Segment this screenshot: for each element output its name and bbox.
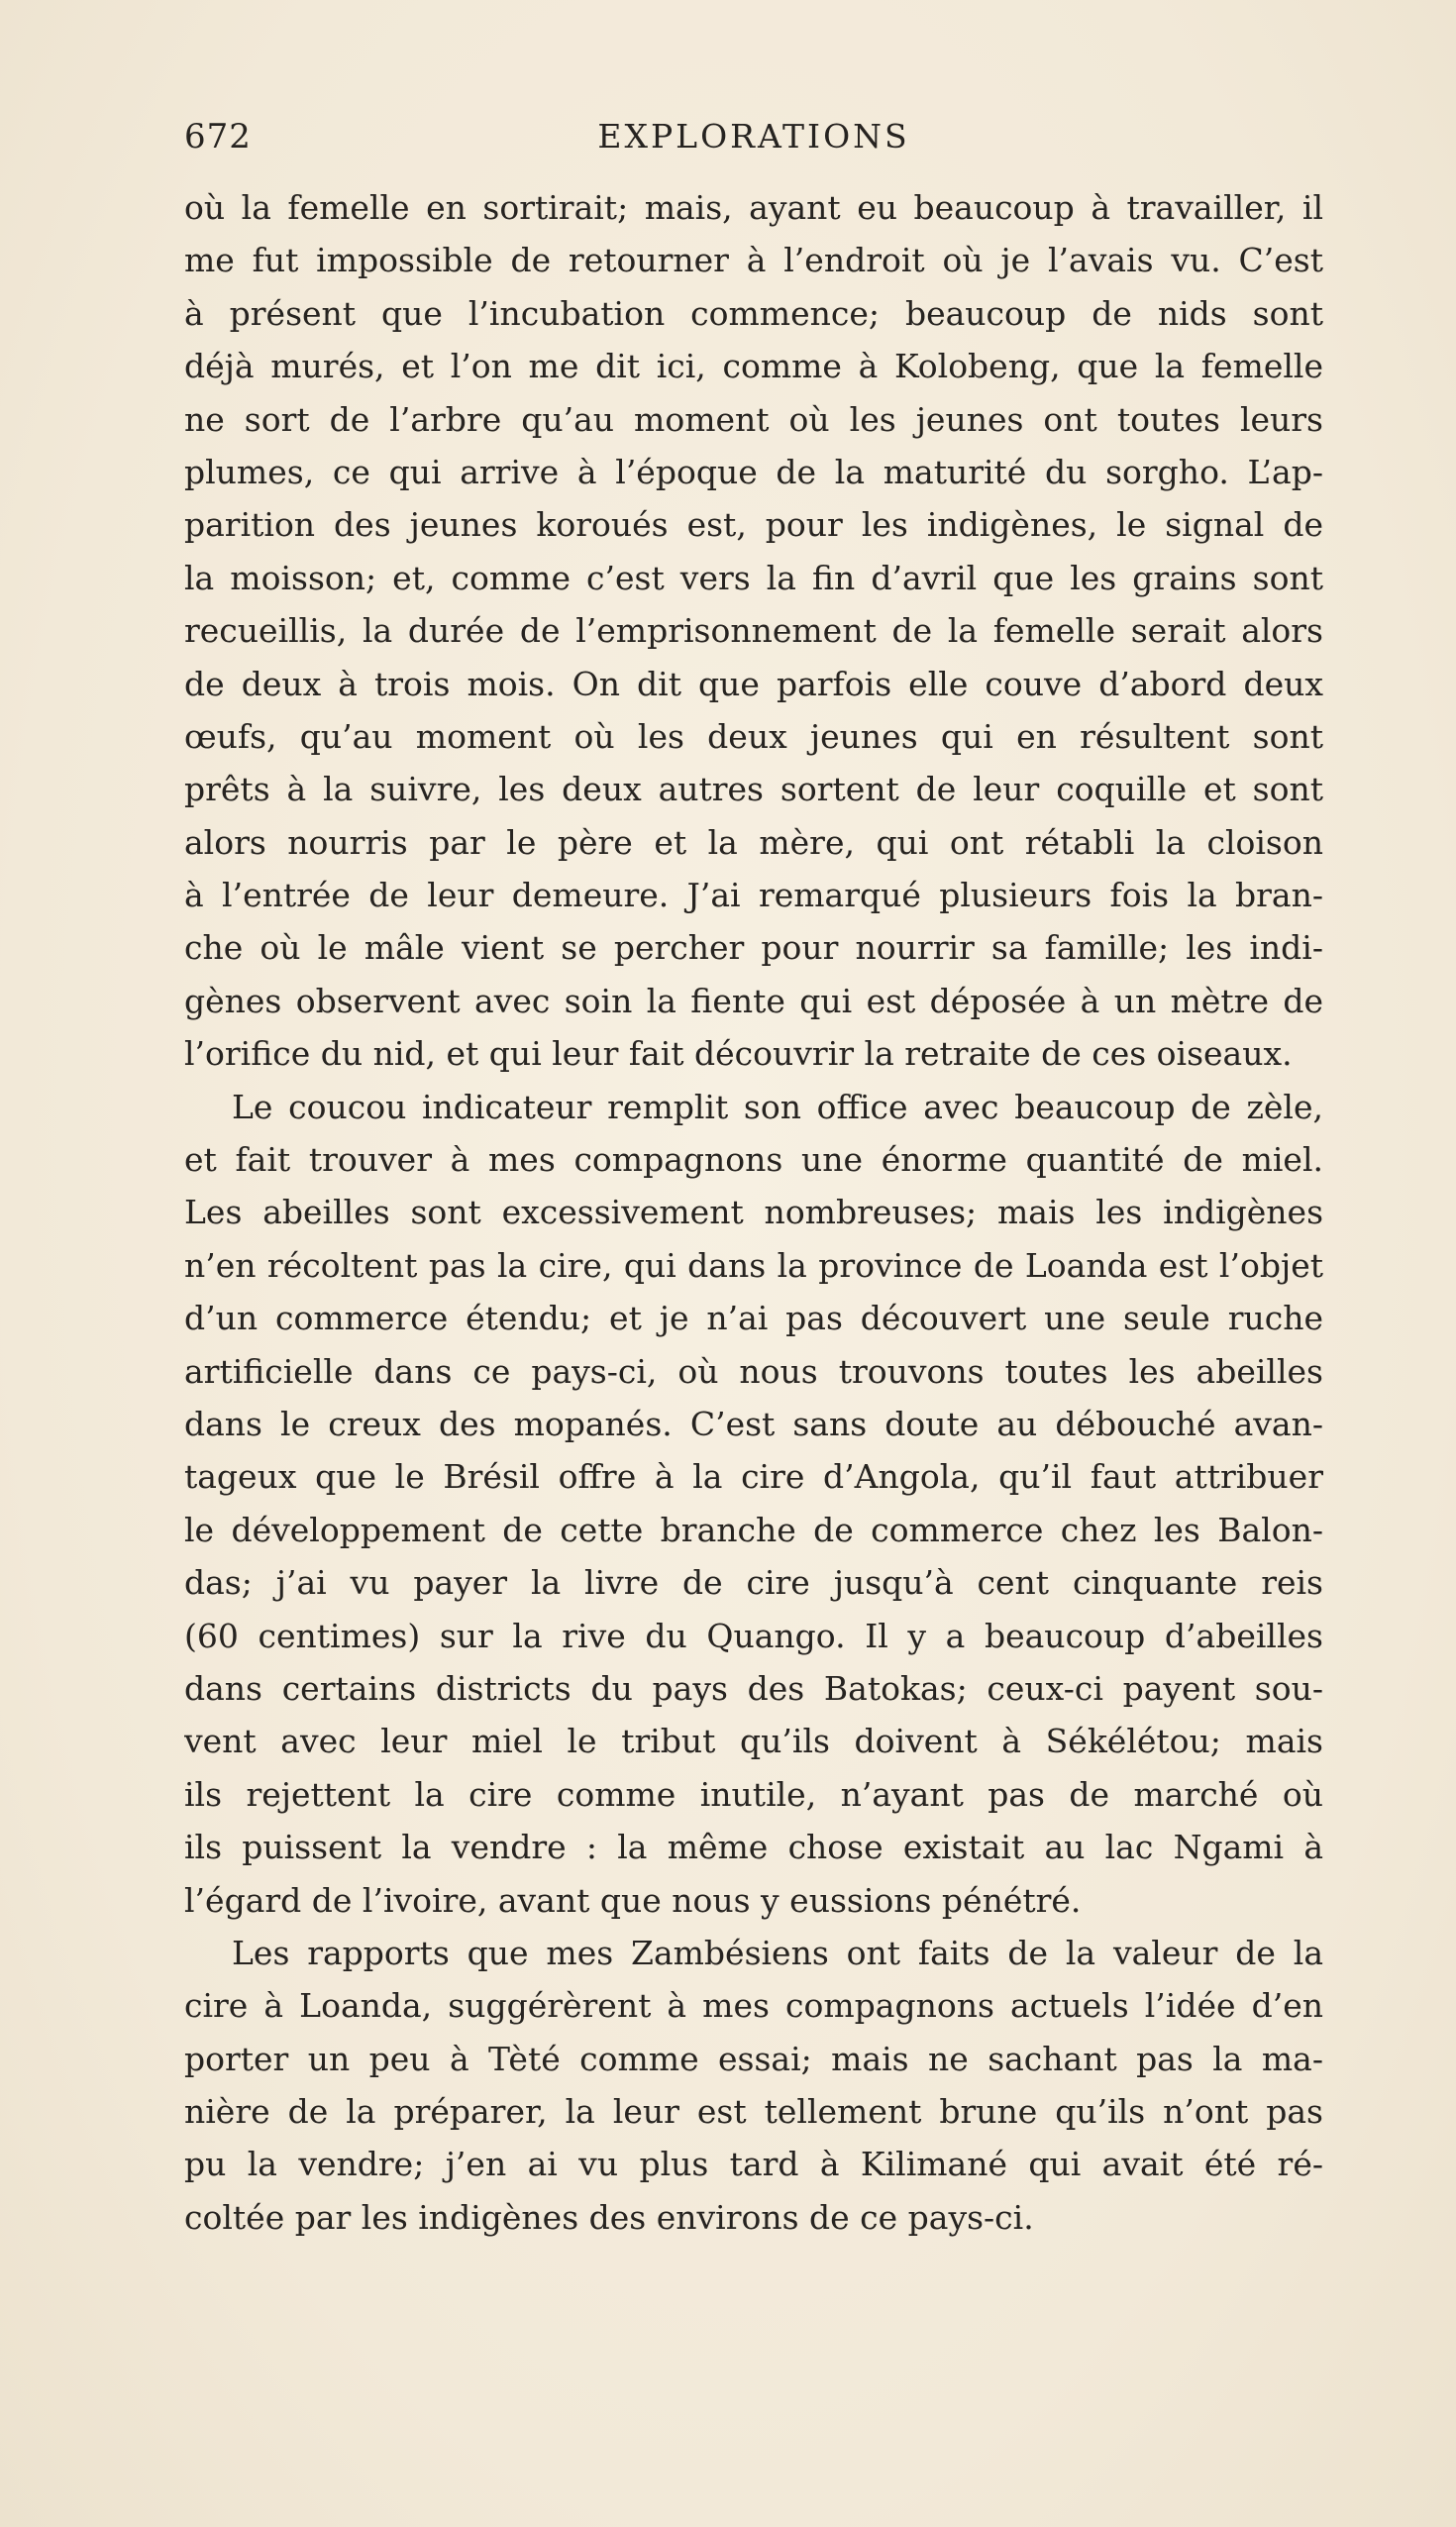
- text-line: vent avec leur miel le tribut qu’ils doivent à Sékélétou; mais: [184, 1722, 1323, 1761]
- text-line: prêts à la suivre, les deux autres sortent de leur coquille et sont: [184, 770, 1323, 809]
- text-line: dans certains districts du pays des Batokas; ceux-ci payent sou-: [184, 1668, 1323, 1708]
- text-line: tageux que le Brésil offre à la cire d’Angola, qu’il faut attribuer: [184, 1457, 1323, 1497]
- text-line: et fait trouver à mes compagnons une énorme quantité de miel.: [184, 1140, 1323, 1180]
- body-text: [184, 181, 1323, 2244]
- text-line: le développement de cette branche de commerce chez les Balon-: [184, 1510, 1323, 1549]
- text-line: me fut impossible de retourner à l’endroit où je l’avais vu. C’est: [184, 241, 1323, 280]
- paragraph: [184, 181, 1323, 1081]
- text-line: d’un commerce étendu; et je n’ai pas découvert une seule ruche: [184, 1299, 1323, 1338]
- text-line: cire à Loanda, suggérèrent à mes compagnons actuels l’idée d’en: [184, 1986, 1323, 2026]
- running-head: [184, 117, 1323, 166]
- text-line: artificielle dans ce pays-ci, où nous trouvons toutes les abeilles: [184, 1351, 1323, 1391]
- text-line: ils rejettent la cire comme inutile, n’ayant pas de marché où: [184, 1774, 1323, 1814]
- text-line: n’en récoltent pas la cire, qui dans la province de Loanda est l’objet: [184, 1245, 1323, 1285]
- text-line: che où le mâle vient se percher pour nourrir sa famille; les indi-: [184, 928, 1323, 968]
- text-line: (60 centimes) sur la rive du Quango. Il y a beaucoup d’abeilles: [184, 1616, 1323, 1655]
- text-line: nière de la préparer, la leur est tellement brune qu’ils n’ont pas: [184, 2092, 1323, 2132]
- text-line: Le coucou indicateur remplit son office avec beaucoup de zèle,: [232, 1087, 1323, 1126]
- text-line: das; j’ai vu payer la livre de cire jusqu’à cent cinquante reis: [184, 1563, 1323, 1603]
- text-line: œufs, qu’au moment où les deux jeunes qui en résultent sont: [184, 716, 1323, 756]
- text-line: l’orifice du nid, et qui leur fait découvrir la retraite de ces oiseaux.: [184, 1034, 1293, 1074]
- text-line: la moisson; et, comme c’est vers la fin d’avril que les grains sont: [184, 558, 1323, 597]
- text-line: à présent que l’incubation commence; beaucoup de nids sont: [184, 293, 1323, 333]
- text-line: pu la vendre; j’en ai vu plus tard à Kilimané qui avait été ré-: [184, 2145, 1323, 2184]
- text-line: à l’entrée de leur demeure. J’ai remarqué plusieurs fois la bran-: [184, 876, 1323, 915]
- text-line: l’égard de l’ivoire, avant que nous y eussions pénétré.: [184, 1880, 1082, 1920]
- text-line: gènes observent avec soin la fiente qui est déposée à un mètre de: [184, 981, 1323, 1020]
- text-line: coltée par les indigènes des environs de ce pays-ci.: [184, 2197, 1034, 2237]
- text-line: parition des jeunes koroués est, pour les indigènes, le signal de: [184, 505, 1323, 545]
- text-line: déjà murés, et l’on me dit ici, comme à Kolobeng, que la femelle: [184, 347, 1323, 386]
- text-line: où la femelle en sortirait; mais, ayant eu beaucoup à travailler, il: [184, 188, 1323, 227]
- text-line: plumes, ce qui arrive à l’époque de la maturité du sorgho. L’ap-: [184, 452, 1323, 491]
- paragraph: [184, 1081, 1323, 1927]
- paragraph: [184, 1927, 1323, 2244]
- page-number: 672: [184, 117, 252, 157]
- text-line: alors nourris par le père et la mère, qui ont rétabli la cloison: [184, 822, 1323, 862]
- text-line: ils puissent la vendre : la même chose existait au lac Ngami à: [184, 1828, 1323, 1867]
- text-line: Les rapports que mes Zambésiens ont faits de la valeur de la: [232, 1933, 1323, 1972]
- text-line: porter un peu à Tèté comme essai; mais ne sachant pas la ma-: [184, 2039, 1323, 2078]
- text-line: dans le creux des mopanés. C’est sans doute au débouché avan-: [184, 1404, 1323, 1443]
- text-line: recueillis, la durée de l’emprisonnement de la femelle serait alors: [184, 611, 1323, 651]
- text-line: Les abeilles sont excessivement nombreuses; mais les indigènes: [184, 1193, 1323, 1232]
- text-line: ne sort de l’arbre qu’au moment où les jeunes ont toutes leurs: [184, 399, 1323, 439]
- text-line: de deux à trois mois. On dit que parfois elle couve d’abord deux: [184, 664, 1323, 703]
- running-title: EXPLORATIONS: [597, 117, 910, 156]
